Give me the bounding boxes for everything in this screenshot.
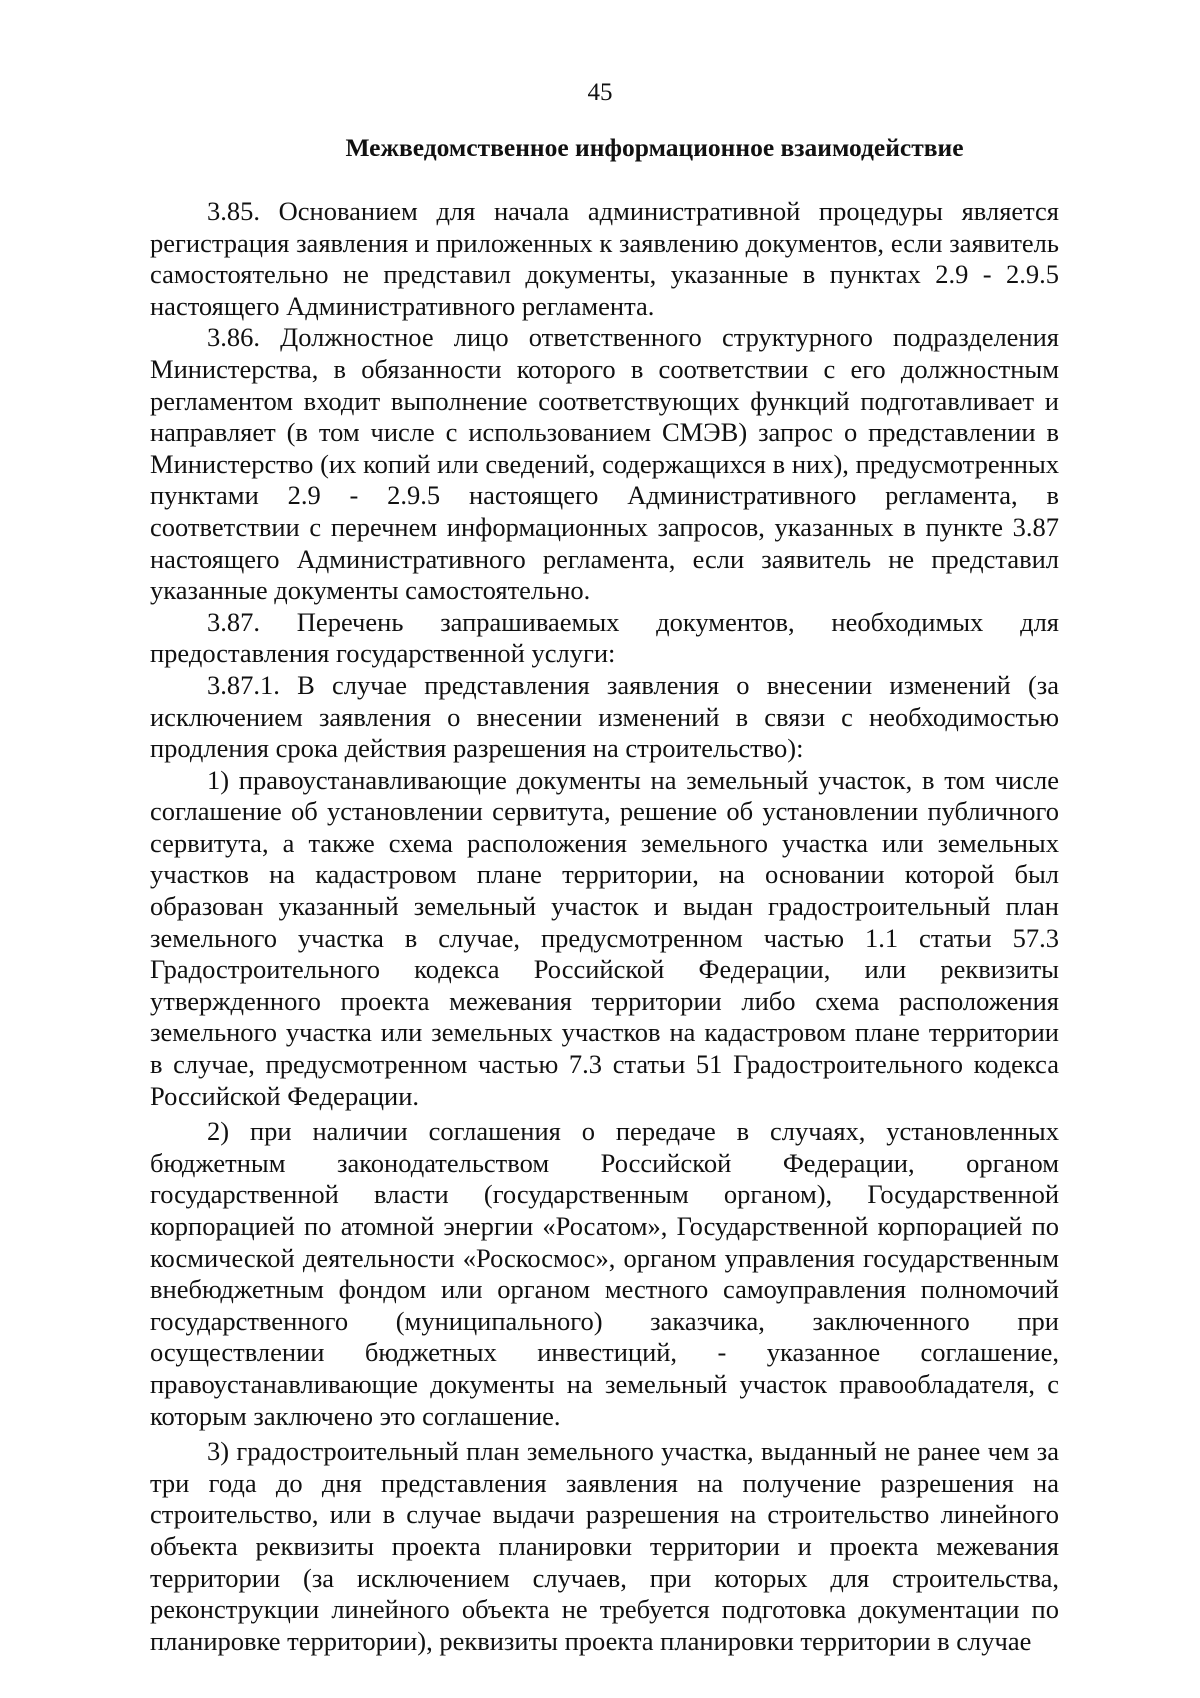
list-item-2: 2) при наличии соглашения о передаче в случаях, установленных бюджетным законодательством Российской Федерации, органом государственной власти (государственным органом), Государственной корпорацией по атомной энергии «Росатом», Государственной корпорацией по космической деятельности «Роскосмос», органом управления государственным внебюджетным фондом или органом местного самоуправления полномочий государственного (муниципального) заказчика, заключенного при осуществлении бюджетных инвестиций, - указанное соглашение, правоустанавливающие документы на земельный участок правообладателя, с которым заключено это соглашение. — [150, 1116, 1059, 1431]
list-item-1: 1) правоустанавливающие документы на земельный участок, в том числе соглашение об установлении сервитута, решение об установлении публичного сервитута, а также схема расположения земельного участка или земельных участков на кадастровом плане территории, на основании которой был образован указанный земельный участок и выдан градостроительный план земельного участка в случае, предусмотренном частью 1.1 статьи 57.3 Градостроительного кодекса Российской Федерации, или реквизиты утвержденного проекта межевания территории либо схема расположения земельного участка или земельных участков на кадастровом плане территории в случае, предусмотренном частью 7.3 статьи 51 Градостроительного кодекса Российской Федерации. — [150, 764, 1059, 1111]
paragraph-3-87-1: 3.87.1. В случае представления заявления о внесении изменений (за исключением заявления о внесении изменений в связи с необходимостью продления срока действия разрешения на строительство): — [150, 669, 1059, 764]
body-text — [150, 196, 1059, 1657]
page-number: 45 — [587, 79, 613, 106]
paragraph-3-86: 3.86. Должностное лицо ответственного структурного подразделения Министерства, в обязанности которого в соответствии с его должностным регламентом входит выполнение соответствующих функций подготавливает и направляет (в том числе с использованием СМЭВ) запрос о представлении в Министерство (их копий или сведений, содержащихся в них), предусмотренных пунктами 2.9 - 2.9.5 настоящего Административного регламента, в соответствии с перечнем информационных запросов, указанных в пункте 3.87 настоящего Административного регламента, если заявитель не представил указанные документы самостоятельно. — [150, 322, 1059, 606]
paragraph-3-85: 3.85. Основанием для начала административной процедуры является регистрация заявления и приложенных к заявлению документов, если заявитель самостоятельно не представил документы, указанные в пунктах 2.9 - 2.9.5 настоящего Административного регламента. — [150, 196, 1059, 321]
paragraph-3-87: 3.87. Перечень запрашиваемых документов, необходимых для предоставления государственной услуги: — [150, 606, 1059, 669]
list-item-3: 3) градостроительный план земельного участка, выданный не ранее чем за три года до дня представления заявления на получение разрешения на строительство, или в случае выдачи разрешения на строительство линейного объекта реквизиты проекта планировки территории и проекта межевания территории (за исключением случаев, при которых для строительства, реконструкции линейного объекта не требуется подготовка документации по планировке территории), реквизиты проекта планировки территории в случае — [150, 1436, 1059, 1656]
section-heading: Межведомственное информационное взаимодействие — [345, 133, 964, 162]
